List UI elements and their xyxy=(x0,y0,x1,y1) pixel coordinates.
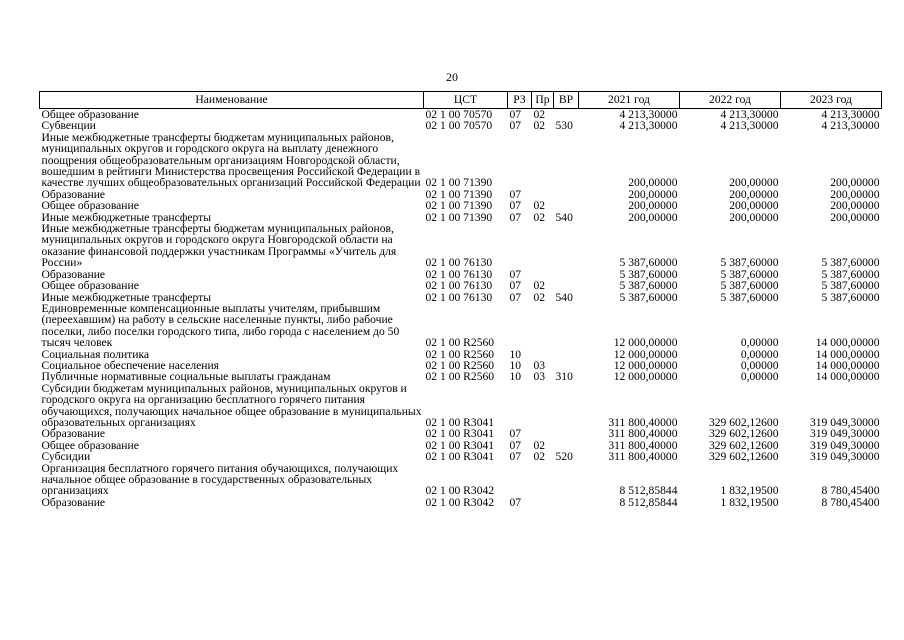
cell-name: Образование xyxy=(41,187,106,201)
header-rz: РЗ xyxy=(508,92,532,109)
cell-rz: 07 xyxy=(509,438,522,452)
cell-2021: 200,00000 xyxy=(628,187,678,201)
cell-rz: 10 xyxy=(509,347,522,361)
cell-2023: 200,00000 xyxy=(830,187,880,201)
cell-pr: 02 xyxy=(533,119,546,133)
cell-vr xyxy=(554,280,579,291)
cell-2022: 1 832,19500 xyxy=(720,495,779,509)
cell-2021: 200,00000 xyxy=(628,210,678,224)
cell-vr xyxy=(554,383,579,429)
table-row xyxy=(40,132,882,189)
header-2021: 2021 год xyxy=(579,92,680,109)
cell-name: Образование xyxy=(41,267,106,281)
cell-pr xyxy=(532,463,554,497)
cell-name: Иные межбюджетные трансферты бюджетам муниципальных районов, муниципальных округов и городского округа Новгородской области на оказание финансовой поддержки участникам Программы «Учитель для России» xyxy=(41,222,397,270)
cell-2021: 311 800,40000 xyxy=(608,415,678,429)
cell-2021: 200,00000 xyxy=(628,199,678,213)
cell-2021: 5 387,60000 xyxy=(619,290,678,304)
cell-name: Социальное обеспечение населения xyxy=(41,358,220,372)
cell-cst: 02 1 00 R3041 xyxy=(425,438,495,452)
cell-2023: 319 049,30000 xyxy=(809,427,880,441)
cell-2023: 8 780,45400 xyxy=(821,484,880,498)
cell-2021: 12 000,00000 xyxy=(613,336,678,350)
header-name: Наименование xyxy=(40,92,424,109)
cell-2022: 200,00000 xyxy=(729,187,779,201)
cell-name: Единовременные компенсационные выплаты учителям, прибывшим (переехавшим) на работу в сельские населенные пункты, либо рабочие поселки, либо поселки городского типа, либо города с населением до 50 тысяч человек xyxy=(41,301,400,350)
cell-2022: 1 832,19500 xyxy=(720,484,779,498)
cell-rz: 07 xyxy=(509,267,522,281)
cell-cst: 02 1 00 R2560 xyxy=(425,347,495,361)
cell-rz: 07 xyxy=(509,290,522,304)
cell-cst: 02 1 00 R2560 xyxy=(425,370,495,384)
cell-vr: 540 xyxy=(555,210,573,224)
cell-name: Иные межбюджетные трансферты xyxy=(41,210,212,224)
cell-2022: 329 602,12600 xyxy=(708,427,779,441)
table-row xyxy=(40,200,882,211)
cell-cst: 02 1 00 71390 xyxy=(425,210,493,224)
table-row xyxy=(40,280,882,291)
cell-cst: 02 1 00 71390 xyxy=(425,187,493,201)
cell-2022: 200,00000 xyxy=(729,210,779,224)
cell-cst: 02 1 00 R3042 xyxy=(425,484,495,498)
cell-2022: 0,00000 xyxy=(740,336,779,350)
cell-vr xyxy=(554,200,579,211)
cell-rz: 07 xyxy=(509,495,522,509)
header-vr: ВР xyxy=(554,92,579,109)
cell-2022: 329 602,12600 xyxy=(708,450,779,464)
cell-name: Публичные нормативные социальные выплаты гражданам xyxy=(41,370,331,384)
cell-rz: 10 xyxy=(509,358,522,372)
cell-2023: 200,00000 xyxy=(830,210,880,224)
cell-2022: 200,00000 xyxy=(729,199,779,213)
cell-cst: 02 1 00 R3041 xyxy=(425,415,495,429)
cell-rz: 07 xyxy=(509,210,522,224)
cell-pr: 02 xyxy=(533,290,546,304)
cell-pr: 02 xyxy=(533,438,546,452)
cell-pr: 03 xyxy=(533,358,546,372)
cell-2022: 5 387,60000 xyxy=(720,290,779,304)
cell-2022: 4 213,30000 xyxy=(720,119,779,133)
cell-2023: 200,00000 xyxy=(830,199,880,213)
table-row xyxy=(40,303,882,349)
header-pr: Пр xyxy=(532,92,554,109)
cell-rz: 07 xyxy=(509,199,522,213)
cell-cst: 02 1 00 76130 xyxy=(425,267,493,281)
cell-rz: 07 xyxy=(509,187,522,201)
table-row xyxy=(40,497,882,508)
cell-cst: 02 1 00 R3041 xyxy=(425,450,495,464)
cell-vr: 520 xyxy=(555,450,573,464)
cell-2021: 12 000,00000 xyxy=(613,370,678,384)
table-header-row xyxy=(40,92,882,109)
cell-2022: 0,00000 xyxy=(740,358,779,372)
cell-2023: 5 387,60000 xyxy=(821,256,880,270)
cell-pr: 02 xyxy=(533,210,546,224)
cell-2022: 200,00000 xyxy=(729,176,779,190)
cell-pr xyxy=(532,303,554,349)
cell-2022: 329 602,12600 xyxy=(708,438,779,452)
cell-name: Общее образование xyxy=(41,279,139,293)
cell-2023: 8 780,45400 xyxy=(821,495,880,509)
cell-name: Субсидии xyxy=(41,450,91,464)
cell-rz xyxy=(508,223,532,269)
cell-name: Образование xyxy=(41,495,106,509)
cell-2023: 5 387,60000 xyxy=(821,279,880,293)
table-row xyxy=(40,383,882,429)
cell-cst: 02 1 00 R3042 xyxy=(425,495,495,509)
cell-cst: 02 1 00 71390 xyxy=(425,199,493,213)
cell-pr: 02 xyxy=(533,279,546,293)
cell-2022: 5 387,60000 xyxy=(720,267,779,281)
cell-2021: 4 213,30000 xyxy=(619,119,678,133)
cell-2023: 14 000,00000 xyxy=(815,370,880,384)
cell-name: Иные межбюджетные трансферты xyxy=(41,290,212,304)
cell-rz xyxy=(508,383,532,429)
cell-name: Организация бесплатного горячего питания обучающихся, получающих начальное общее образование в государственных образовательных организациях xyxy=(41,461,399,498)
cell-pr xyxy=(532,223,554,269)
table-row xyxy=(40,463,882,497)
cell-2022: 0,00000 xyxy=(740,370,779,384)
cell-cst: 02 1 00 70570 xyxy=(425,108,493,121)
cell-2021: 8 512,85844 xyxy=(619,484,678,498)
cell-rz xyxy=(508,132,532,189)
header-2023: 2023 год xyxy=(781,92,882,109)
cell-2021: 12 000,00000 xyxy=(613,358,678,372)
cell-name: Субсидии бюджетам муниципальных районов, муниципальных округов и городского округа на организацию бесплатного горячего питания обучающихся, получающих начальное общее образование в муниципальных образовательных организациях xyxy=(41,381,422,429)
header-cst: ЦСТ xyxy=(424,92,508,109)
cell-vr xyxy=(554,428,579,439)
cell-2021: 5 387,60000 xyxy=(619,267,678,281)
cell-2023: 319 049,30000 xyxy=(809,415,880,429)
cell-vr xyxy=(554,132,579,189)
table-row xyxy=(40,223,882,269)
cell-2023: 14 000,00000 xyxy=(815,347,880,361)
cell-rz: 07 xyxy=(509,119,522,133)
cell-2022: 4 213,30000 xyxy=(720,108,779,121)
cell-2021: 311 800,40000 xyxy=(608,427,678,441)
budget-table xyxy=(39,91,882,508)
cell-vr: 530 xyxy=(555,119,573,133)
cell-2023: 14 000,00000 xyxy=(815,336,880,350)
cell-2021: 8 512,85844 xyxy=(619,495,678,509)
table-body xyxy=(40,109,882,509)
cell-2021: 5 387,60000 xyxy=(619,279,678,293)
cell-rz: 07 xyxy=(509,108,522,121)
cell-cst: 02 1 00 R2560 xyxy=(425,358,495,372)
table-row xyxy=(40,451,882,462)
cell-pr: 02 xyxy=(533,199,546,213)
cell-2023: 200,00000 xyxy=(830,176,880,190)
cell-name: Иные межбюджетные трансферты бюджетам муниципальных районов, муниципальных округов и городского округа на выплату денежного поощрения общеобразовательным организациям Новгородской области, вошедшим в рейтинги Министерства просвещения Российской Федерации в качестве лучших общеобразовательных организаций Российской Федерации xyxy=(41,130,421,190)
cell-pr xyxy=(532,132,554,189)
cell-cst: 02 1 00 71390 xyxy=(425,176,493,190)
cell-2022: 0,00000 xyxy=(740,347,779,361)
cell-name: Общее образование xyxy=(41,199,139,213)
cell-cst: 02 1 00 76130 xyxy=(425,256,493,270)
cell-name: Образование xyxy=(41,427,106,441)
cell-vr xyxy=(554,497,579,508)
cell-vr xyxy=(554,349,579,360)
cell-2021: 5 387,60000 xyxy=(619,256,678,270)
cell-name: Общее образование xyxy=(41,438,139,452)
cell-2021: 200,00000 xyxy=(628,176,678,190)
cell-pr: 03 xyxy=(533,370,546,384)
cell-vr xyxy=(554,463,579,497)
cell-2023: 319 049,30000 xyxy=(809,438,880,452)
cell-rz xyxy=(508,463,532,497)
cell-name: Социальная политика xyxy=(41,347,150,361)
cell-name: Субвенции xyxy=(41,119,96,133)
cell-2021: 4 213,30000 xyxy=(619,108,678,121)
page-number: 20 xyxy=(446,70,458,84)
cell-2021: 12 000,00000 xyxy=(613,347,678,361)
cell-vr xyxy=(554,303,579,349)
cell-2021: 311 800,40000 xyxy=(608,438,678,452)
cell-2023: 5 387,60000 xyxy=(821,267,880,281)
cell-rz: 07 xyxy=(509,450,522,464)
cell-2022: 5 387,60000 xyxy=(720,256,779,270)
cell-2023: 5 387,60000 xyxy=(821,290,880,304)
cell-pr: 02 xyxy=(533,108,546,121)
cell-2023: 14 000,00000 xyxy=(815,358,880,372)
cell-cst: 02 1 00 70570 xyxy=(425,119,493,133)
header-2022: 2022 год xyxy=(680,92,781,109)
cell-pr: 02 xyxy=(533,450,546,464)
cell-rz xyxy=(508,303,532,349)
cell-pr xyxy=(532,497,554,508)
cell-2022: 5 387,60000 xyxy=(720,279,779,293)
cell-cst: 02 1 00 76130 xyxy=(425,290,493,304)
cell-rz: 07 xyxy=(509,279,522,293)
cell-pr xyxy=(532,383,554,429)
cell-2021: 311 800,40000 xyxy=(608,450,678,464)
cell-cst: 02 1 00 76130 xyxy=(425,279,493,293)
cell-cst: 02 1 00 R2560 xyxy=(425,336,495,350)
cell-vr xyxy=(554,269,579,280)
cell-vr: 310 xyxy=(555,370,573,384)
cell-cst: 02 1 00 R3041 xyxy=(425,427,495,441)
cell-rz: 07 xyxy=(509,427,522,441)
cell-vr: 540 xyxy=(555,290,573,304)
cell-2023: 4 213,30000 xyxy=(821,108,880,121)
cell-name: Общее образование xyxy=(41,108,139,121)
cell-2023: 4 213,30000 xyxy=(821,119,880,133)
cell-rz: 10 xyxy=(509,370,522,384)
cell-2022: 329 602,12600 xyxy=(708,415,779,429)
cell-vr xyxy=(554,189,579,200)
cell-2023: 319 049,30000 xyxy=(809,450,880,464)
cell-vr xyxy=(554,223,579,269)
